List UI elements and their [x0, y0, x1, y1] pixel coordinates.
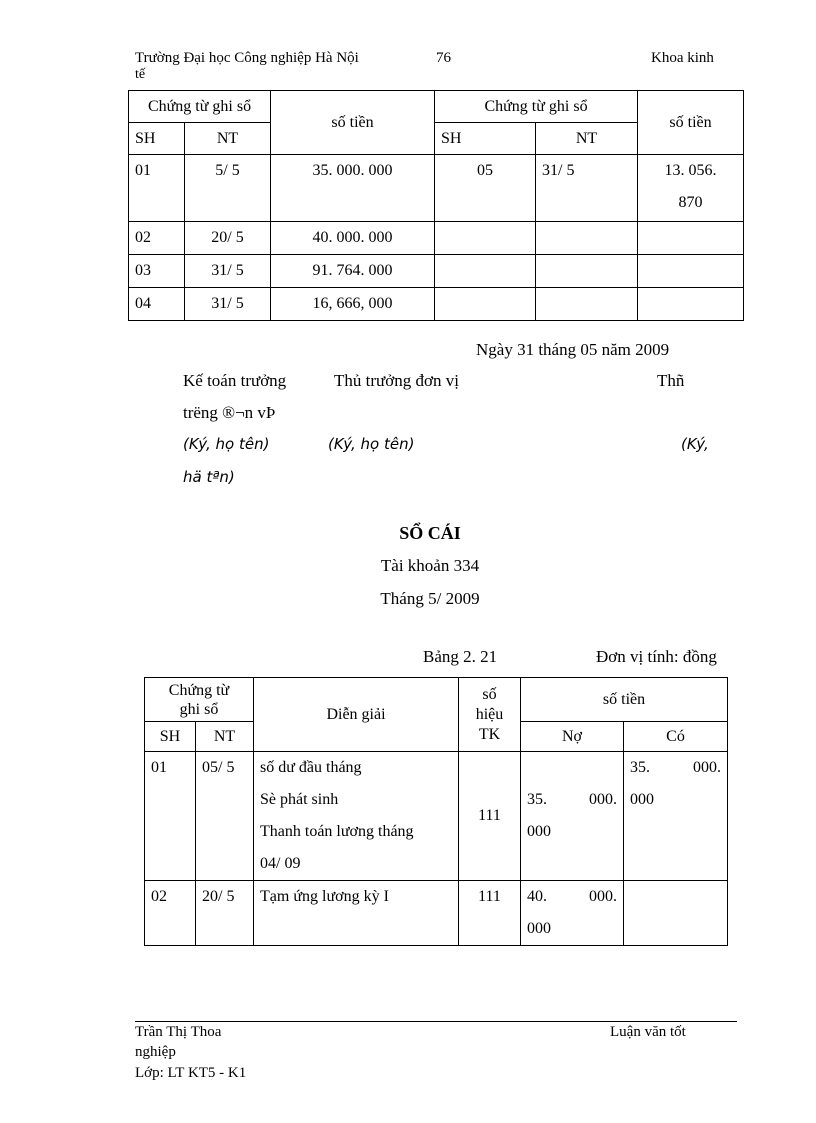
th-ctgs-right: Chứng từ ghi sổ [435, 91, 638, 123]
cell-nt: 31/ 5 [185, 288, 271, 321]
no-part-2: 000. [589, 888, 617, 905]
th-ctgs-left: Chứng từ ghi sổ [129, 91, 271, 123]
cell-co [624, 881, 728, 946]
cell-diengiai: Tạm ứng lương kỳ I [254, 881, 459, 946]
signature-role-head: Thủ trưởng đơn vị [334, 371, 459, 390]
table-row [129, 155, 744, 222]
no-part-3: 000 [527, 920, 551, 937]
co-part-1: 35. [630, 759, 650, 776]
table-row [145, 881, 728, 946]
signature-role-chief-accountant: Kế toán trưởng [183, 371, 287, 390]
th-diengiai: Diễn giải [254, 678, 459, 752]
cell-nt2: 31/ 5 [536, 155, 638, 222]
signature-sign-1: (Ký, họ tên) [183, 435, 270, 453]
cell-diengiai [254, 752, 459, 881]
cell-sh: 04 [129, 288, 185, 321]
cell-empty [435, 222, 536, 255]
page-number: 76 [436, 50, 451, 66]
header-school: Trường Đại học Công nghiệp Hà Nội [135, 50, 359, 66]
cell-amount: 91. 764. 000 [271, 255, 435, 288]
ledger-month: Tháng 5/ 2009 [380, 589, 480, 608]
cell-sh: 02 [145, 881, 196, 946]
table-row [129, 222, 744, 255]
footer-thesis: Luận văn tốt [610, 1024, 686, 1040]
th-ctgs-line1: Chứng từ [168, 681, 230, 699]
cell-co [624, 752, 728, 881]
th-sohieu-line1: số [482, 685, 497, 703]
ledger-unit: Đơn vị tính: đồng [596, 647, 717, 666]
signature-role-third-cont: trëng ®¬n vÞ [183, 403, 276, 422]
co-part-3: 000 [630, 791, 654, 808]
no-part-3: 000 [527, 823, 551, 840]
cell-nt: 20/ 5 [196, 881, 254, 946]
th-sh: SH [145, 722, 196, 752]
cell-amount2 [638, 155, 744, 222]
cell-amount: 35. 000. 000 [271, 155, 435, 222]
amount2-line2: 870 [678, 194, 703, 211]
diengiai-line1: số dư đầu tháng [260, 759, 362, 776]
cell-empty [638, 255, 744, 288]
cell-tk: 111 [459, 881, 521, 946]
cell-sh2: 05 [435, 155, 536, 222]
table-row [129, 288, 744, 321]
amount2-line1: 13. 056. [664, 162, 717, 179]
no-part-1: 40. [527, 888, 547, 905]
header-dept: Khoa kinh [651, 50, 714, 66]
signature-sign-3-cont: hä tªn) [183, 468, 235, 486]
header-school-cont: tế [135, 67, 146, 82]
th-sh-left: SH [129, 123, 185, 155]
th-nt: NT [196, 722, 254, 752]
ledger-table [144, 677, 728, 946]
cell-sh: 01 [129, 155, 185, 222]
voucher-table [128, 90, 744, 321]
footer-class: Lớp: LT KT5 - K1 [135, 1065, 247, 1081]
th-sh-right: SH [435, 123, 536, 155]
cell-empty [435, 288, 536, 321]
cell-empty [536, 288, 638, 321]
cell-amount: 16, 666, 000 [271, 288, 435, 321]
cell-empty [536, 222, 638, 255]
th-ctgs [145, 678, 254, 722]
cell-sh: 01 [145, 752, 196, 881]
cell-nt: 31/ 5 [185, 255, 271, 288]
th-sohieu-line2: hiệu [475, 705, 504, 723]
footer-divider [135, 1021, 737, 1022]
signature-sign-2: (Ký, họ tên) [328, 435, 415, 453]
signature-role-third: Thñ [657, 371, 685, 390]
cell-sh: 03 [129, 255, 185, 288]
cell-empty [638, 288, 744, 321]
cell-empty [638, 222, 744, 255]
cell-nt: 05/ 5 [196, 752, 254, 881]
cell-amount: 40. 000. 000 [271, 222, 435, 255]
th-sotien-right: số tiền [638, 91, 744, 155]
cell-no [521, 881, 624, 946]
signature-date: Ngày 31 tháng 05 năm 2009 [476, 340, 670, 359]
no-part-1: 35. [527, 791, 547, 808]
th-co: Có [624, 722, 728, 752]
ledger-table-no: Bảng 2. 21 [423, 647, 498, 666]
diengiai-line3: Thanh toán lương tháng [260, 823, 414, 840]
footer-author: Trần Thị Thoa [135, 1024, 222, 1040]
table-row [145, 752, 728, 881]
th-sohieu [459, 678, 521, 752]
diengiai-line4: 04/ 09 [260, 855, 301, 872]
signature-sign-3: (Ký, [681, 435, 709, 453]
ledger-account: Tài khoản 334 [380, 556, 480, 575]
th-no: Nợ [521, 722, 624, 752]
th-sohieu-line3: TK [478, 725, 501, 743]
cell-sh: 02 [129, 222, 185, 255]
no-part-2: 000. [589, 791, 617, 808]
ledger-title: SỔ CÁI [399, 523, 461, 543]
th-sotien: số tiền [521, 678, 728, 722]
cell-nt: 5/ 5 [185, 155, 271, 222]
cell-empty [536, 255, 638, 288]
diengiai-line2: Sè phát sinh [260, 791, 339, 808]
cell-no [521, 752, 624, 881]
cell-empty [435, 255, 536, 288]
th-ctgs-line2: ghi sổ [179, 700, 219, 718]
cell-nt: 20/ 5 [185, 222, 271, 255]
footer-author-cont: nghiệp [135, 1044, 176, 1060]
th-nt-left: NT [185, 123, 271, 155]
cell-tk: 111 [459, 752, 521, 881]
th-nt-right: NT [536, 123, 638, 155]
table-row [129, 255, 744, 288]
th-sotien-left: số tiền [271, 91, 435, 155]
co-part-2: 000. [693, 759, 721, 776]
